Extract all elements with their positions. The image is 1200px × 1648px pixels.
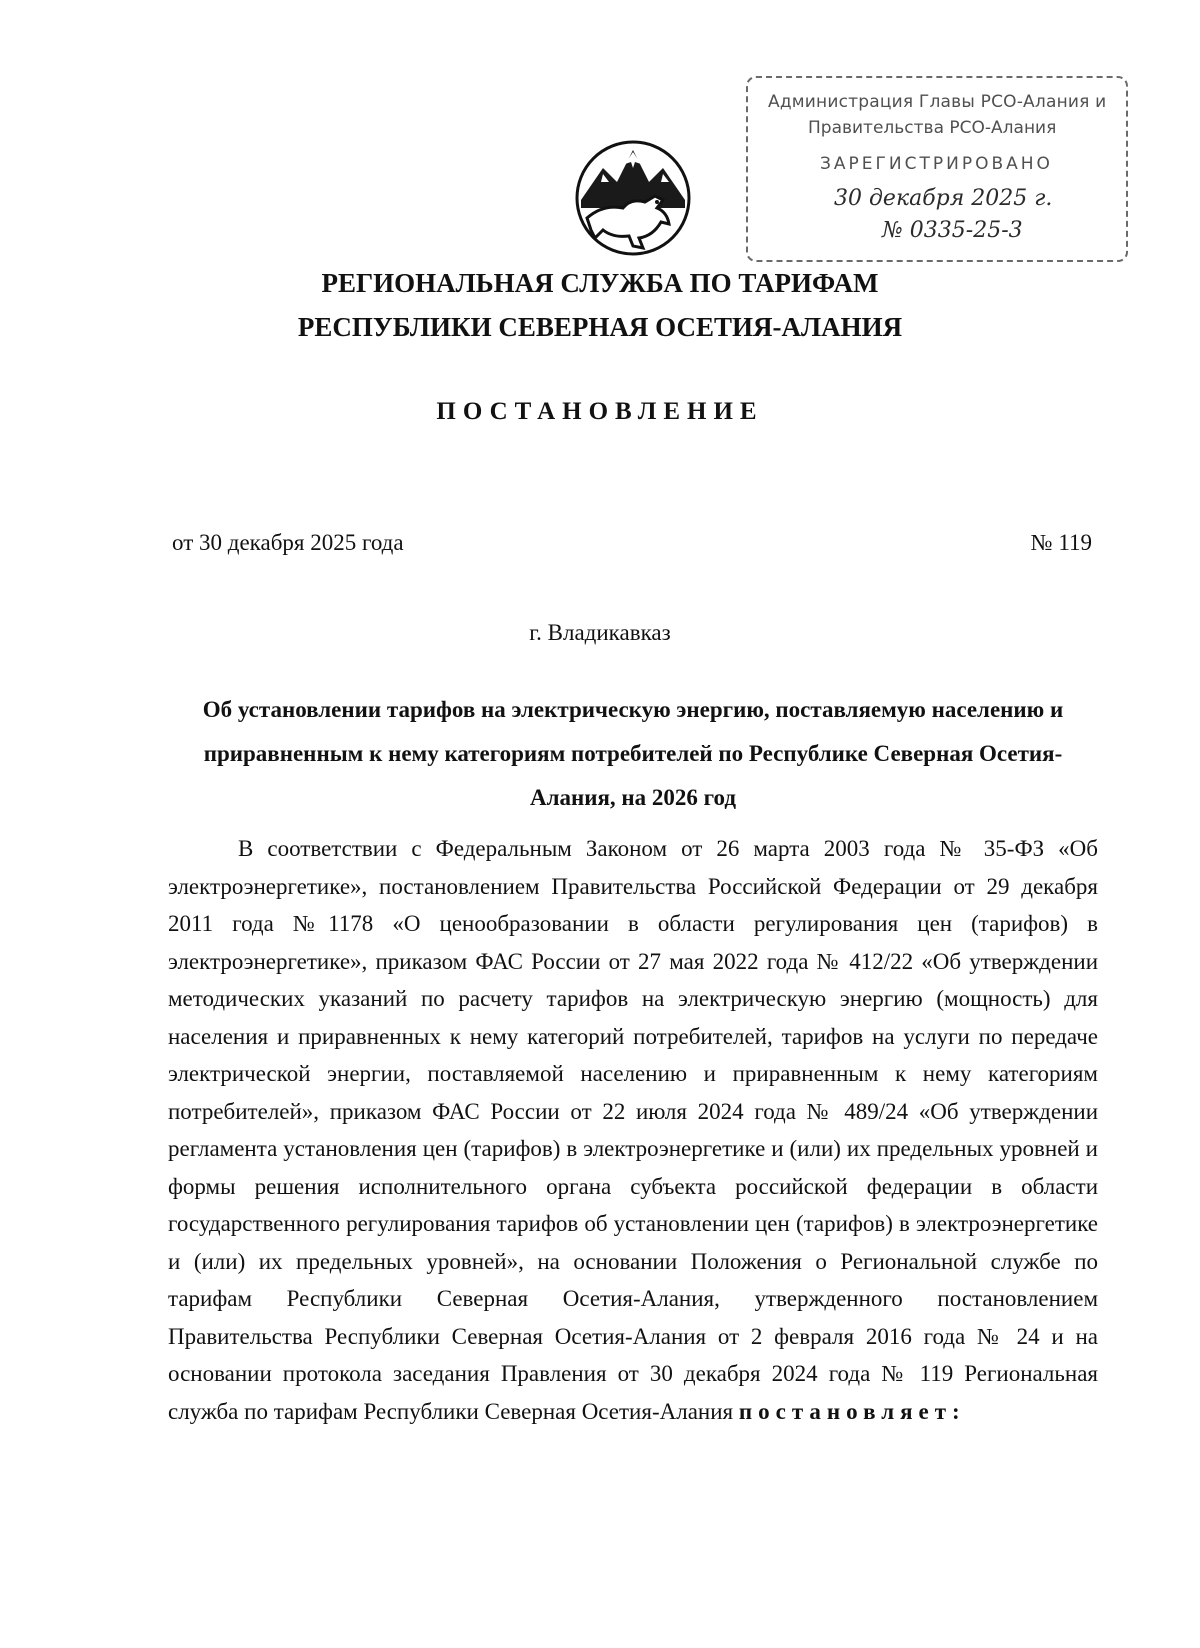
organization-name-line-2: РЕСПУБЛИКИ СЕВЕРНАЯ ОСЕТИЯ-АЛАНИЯ <box>297 312 903 342</box>
coat-of-arms-emblem <box>573 138 693 258</box>
document-city: г. Владикавказ <box>529 620 671 645</box>
preamble-text: В соответствии с Федеральным Законом от 26 марта 2003 года № 35-ФЗ «Об электроэнергетике», постановлением Правительства Российской Федерации от 29 декабря 2011 года №1178 «О ценообразовании в области регулирования цен (тарифов) в электроэнергетике», приказом ФАС России от 27 мая 2022 года № 412/22 «Об утверждении методических указаний по расчету тарифов на электрическую энергию (мощность) для населения и приравненных к нему категорий потребителей, тарифов на услуги по передаче электрической энергии, поставляемой населению и приравненным к нему категориям потребителей», приказом ФАС России от 22 июля 2024 года № 489/24 «Об утверждении регламента установления цен (тарифов) в электроэнергетике и (или) их предельных уровней и формы решения исполнительного органа субъекта российской федерации в области государственного регулирования тарифов об установлении цен (тарифов) в электроэнергетике и (или) их предельных уровней», на основании Положения о Региональной службе по тарифам Республики Северная Осетия-Алания, утвержденного постановлением Правительства Республики Северная Осетия-Алания от 2 февраля 2016 года № 24 и на основании протокола заседания Правления от 30 декабря 2024 года № 119 Региональная служба по тарифам Республики Северная Осетия-Алания <box>168 836 1098 1424</box>
stamp-number: № 0335-25-3 <box>882 218 1023 243</box>
preamble-paragraph <box>168 830 1098 1430</box>
stamp-registered: ЗАРЕГИСТРИРОВАНО <box>820 154 1053 174</box>
registration-stamp <box>746 76 1128 262</box>
stamp-line-2: Правительства РСО-Алания <box>808 118 1057 138</box>
decree-word: постановляет: <box>738 1398 966 1424</box>
document-date: от 30 декабря 2025 года <box>172 530 404 555</box>
organization-name-line-1: РЕГИОНАЛЬНАЯ СЛУЖБА ПО ТАРИФАМ <box>321 268 879 298</box>
stamp-date: 30 декабря 2025 г. <box>834 186 1053 211</box>
document-title: Об установлении тарифов на электрическую энергию, поставляемую населению и приравненным к нему категориям потребителей по Республике Северная Осетия-Алания, на 2026 год <box>202 697 1064 810</box>
document-type: ПОСТАНОВЛЕНИЕ <box>436 398 764 425</box>
stamp-line-1: Администрация Главы РСО-Алания и <box>768 92 1107 112</box>
document-number: № 119 <box>1030 530 1092 555</box>
